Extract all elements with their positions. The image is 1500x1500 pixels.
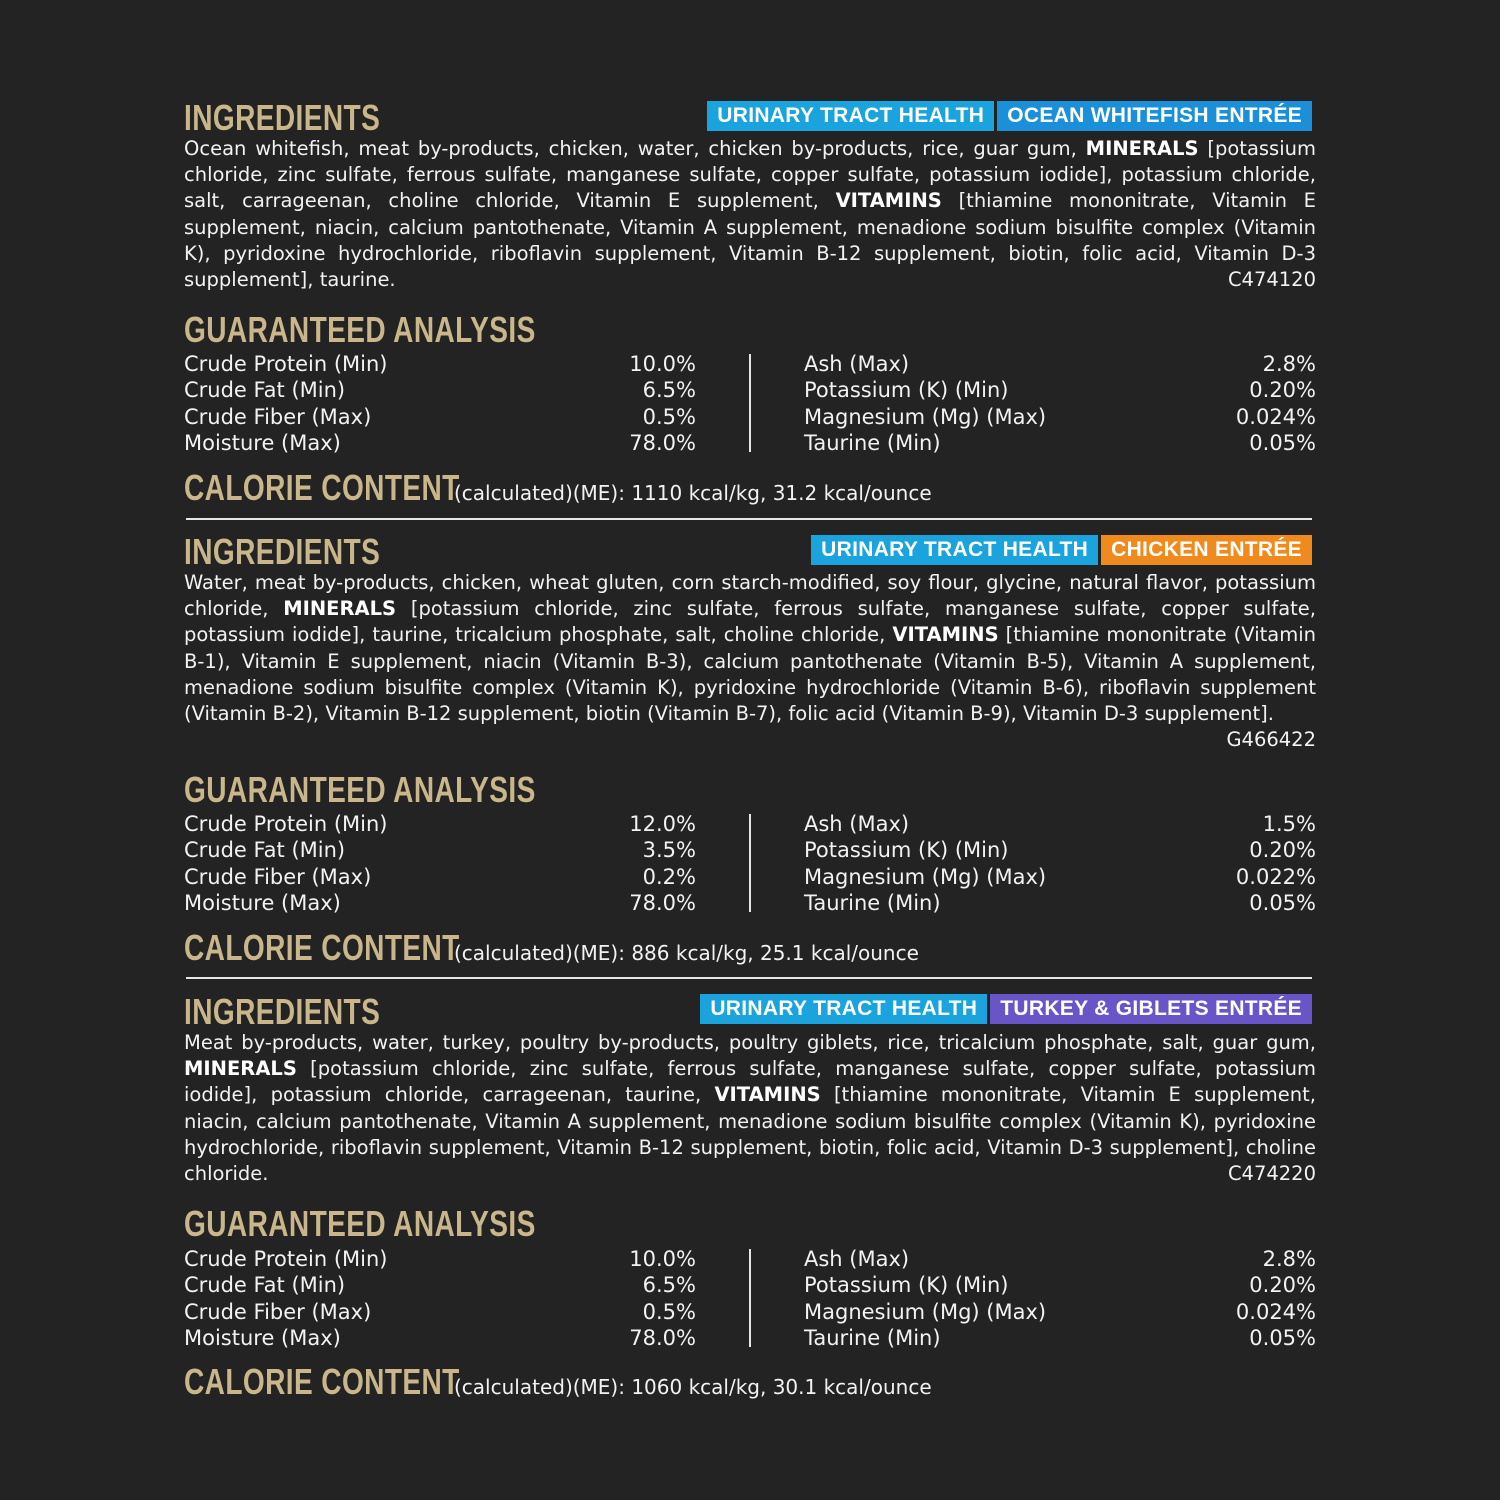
ingredients-text: Meat by-products, water, turkey, poultry by-products, poultry giblets, rice, tricalcium phosphate, salt, guar gum, xyxy=(184,1031,1316,1054)
analysis-row xyxy=(804,837,1316,863)
analysis-column-left xyxy=(184,1246,696,1351)
analysis-label: Ash (Max) xyxy=(804,352,910,376)
ingredients-heading: INGREDIENTS xyxy=(184,991,381,1032)
analysis-value: 1.5% xyxy=(1262,812,1316,836)
guaranteed-analysis-heading: GUARANTEED ANALYSIS xyxy=(184,309,536,350)
analysis-label: Crude Fat (Min) xyxy=(184,1273,346,1298)
analysis-row xyxy=(804,890,1316,916)
lot-code: C474120 xyxy=(1227,268,1316,292)
calorie-content xyxy=(184,468,932,508)
analysis-row xyxy=(184,811,696,837)
calorie-content-value: (calculated)(ME): 1060 kcal/kg, 30.1 kcal/ounce xyxy=(454,1375,932,1399)
ingredients-vitamins-label: VITAMINS xyxy=(892,623,999,647)
analysis-label: Taurine (Min) xyxy=(804,890,941,915)
badge-turkey-giblets-entree: TURKEY & GIBLETS ENTRÉE xyxy=(990,994,1312,1024)
analysis-value: 0.20% xyxy=(1249,838,1316,863)
analysis-label: Moisture (Max) xyxy=(184,1325,341,1350)
analysis-column-left xyxy=(184,351,696,456)
ingredients-text: [potassium chloride, zinc sulfate, ferrous sulfate, manganese sulfate, copper sulfate, potassium iodide], taurine, tricalcium phosphate, salt, choline chloride, xyxy=(184,597,1316,647)
lot-code: G466422 xyxy=(1226,728,1316,752)
analysis-label: Crude Fat (Min) xyxy=(184,838,346,863)
analysis-label: Crude Fiber (Max) xyxy=(184,1299,372,1324)
analysis-value: 6.5% xyxy=(642,378,696,403)
lot-code: C474220 xyxy=(1227,1162,1316,1186)
analysis-value: 2.8% xyxy=(1262,1247,1316,1271)
analysis-label: Ash (Max) xyxy=(804,1247,910,1271)
analysis-value: 0.2% xyxy=(642,864,696,889)
guaranteed-analysis-table xyxy=(184,811,1316,917)
ingredients-list xyxy=(184,136,1316,293)
analysis-row xyxy=(804,1325,1316,1351)
analysis-row xyxy=(804,351,1316,377)
analysis-value: 0.024% xyxy=(1235,1299,1316,1324)
analysis-label: Magnesium (Mg) (Max) xyxy=(804,1299,1047,1324)
ingredients-list xyxy=(184,1030,1316,1187)
analysis-label: Moisture (Max) xyxy=(184,890,341,915)
analysis-column-right xyxy=(804,1246,1316,1351)
analysis-row xyxy=(184,1325,696,1351)
ingredients-minerals-label: MINERALS xyxy=(184,1057,297,1081)
analysis-row xyxy=(184,377,696,403)
analysis-label: Moisture (Max) xyxy=(184,430,341,455)
analysis-value: 2.8% xyxy=(1262,352,1316,376)
analysis-label: Potassium (K) (Min) xyxy=(804,1273,1009,1298)
analysis-value: 12.0% xyxy=(629,812,696,836)
analysis-row xyxy=(184,890,696,916)
analysis-row xyxy=(804,404,1316,430)
ingredients-heading: INGREDIENTS xyxy=(184,531,381,572)
analysis-row xyxy=(804,1272,1316,1298)
analysis-row xyxy=(184,351,696,377)
badge-urinary-tract-health: URINARY TRACT HEALTH xyxy=(707,101,994,131)
analysis-row xyxy=(184,404,696,430)
analysis-value: 6.5% xyxy=(642,1273,696,1298)
analysis-label: Crude Fat (Min) xyxy=(184,378,346,403)
ingredients-heading: INGREDIENTS xyxy=(184,97,381,138)
analysis-row xyxy=(184,1299,696,1325)
analysis-label: Magnesium (Mg) (Max) xyxy=(804,404,1047,429)
analysis-row xyxy=(184,837,696,863)
analysis-label: Ash (Max) xyxy=(804,812,910,836)
analysis-label: Crude Fiber (Max) xyxy=(184,404,372,429)
analysis-value: 0.05% xyxy=(1249,890,1316,915)
analysis-label: Crude Protein (Min) xyxy=(184,1247,388,1271)
analysis-value: 10.0% xyxy=(629,1247,696,1271)
analysis-label: Crude Fiber (Max) xyxy=(184,864,372,889)
ingredients-vitamins-label: VITAMINS xyxy=(835,189,942,213)
product-badges xyxy=(707,101,1312,131)
analysis-value: 0.5% xyxy=(642,1299,696,1324)
analysis-row xyxy=(804,430,1316,456)
product-badges xyxy=(700,994,1312,1024)
analysis-row xyxy=(804,1299,1316,1325)
section-divider xyxy=(186,518,1312,520)
calorie-content-heading: CALORIE CONTENT xyxy=(184,927,460,968)
calorie-content-heading: CALORIE CONTENT xyxy=(184,1361,460,1402)
analysis-value: 0.024% xyxy=(1235,404,1316,429)
badge-urinary-tract-health: URINARY TRACT HEALTH xyxy=(811,535,1098,565)
analysis-column-left xyxy=(184,811,696,916)
analysis-column-divider xyxy=(749,354,751,452)
analysis-column-divider xyxy=(749,1249,751,1347)
analysis-label: Crude Protein (Min) xyxy=(184,812,388,836)
guaranteed-analysis-heading: GUARANTEED ANALYSIS xyxy=(184,769,536,810)
analysis-row xyxy=(804,811,1316,837)
analysis-value: 0.5% xyxy=(642,404,696,429)
analysis-label: Potassium (K) (Min) xyxy=(804,838,1009,863)
calorie-content-value: (calculated)(ME): 1110 kcal/kg, 31.2 kcal/ounce xyxy=(454,481,932,505)
analysis-column-divider xyxy=(749,814,751,912)
analysis-row xyxy=(184,430,696,456)
ingredients-list xyxy=(184,570,1316,753)
analysis-value: 78.0% xyxy=(629,890,696,915)
analysis-label: Taurine (Min) xyxy=(804,430,941,455)
analysis-value: 78.0% xyxy=(629,1325,696,1350)
analysis-label: Taurine (Min) xyxy=(804,1325,941,1350)
analysis-value: 3.5% xyxy=(642,838,696,863)
analysis-column-right xyxy=(804,811,1316,916)
ingredients-text: [thiamine mononitrate, Vitamin E supplement, niacin, calcium pantothenate, Vitamin A supplement, menadione sodium bisulfite complex (Vitamin K), pyridoxine hydrochloride, riboflavin supplement, Vitamin B-12 supplement, biotin, folic acid, Vitamin D-3 supplement], choline chloride. xyxy=(184,1083,1316,1186)
analysis-value: 0.022% xyxy=(1235,864,1316,889)
analysis-label: Potassium (K) (Min) xyxy=(804,378,1009,403)
analysis-value: 0.20% xyxy=(1249,1273,1316,1298)
ingredients-text: [thiamine mononitrate (Vitamin B-1), Vitamin E supplement, niacin (Vitamin B-3), calcium pantothenate (Vitamin B-5), Vitamin A supplement, menadione sodium bisulfite complex (Vitamin K), pyridoxine hydrochloride (Vitamin B-6), riboflavin supplement (Vitamin B-2), Vitamin B-12 supplement, biotin (Vitamin B-7), folic acid (Vitamin B-9), Vitamin D-3 supplement]. xyxy=(184,623,1316,726)
analysis-row xyxy=(804,377,1316,403)
ingredients-text: [thiamine mononitrate, Vitamin E supplement, niacin, calcium pantothenate, Vitamin A supplement, menadione sodium bisulfite complex (Vitamin K), pyridoxine hydrochloride, riboflavin supplement, Vitamin B-12 supplement, biotin, folic acid, Vitamin D-3 supplement], taurine. xyxy=(184,189,1316,292)
analysis-label: Magnesium (Mg) (Max) xyxy=(804,864,1047,889)
ingredients-text: [potassium chloride, zinc sulfate, ferrous sulfate, manganese sulfate, copper sulfate, potassium iodide], potassium chloride, carrageenan, taurine, xyxy=(184,1057,1316,1107)
guaranteed-analysis-heading: GUARANTEED ANALYSIS xyxy=(184,1203,536,1244)
analysis-column-right xyxy=(804,351,1316,456)
calorie-content xyxy=(184,1362,932,1402)
analysis-row xyxy=(184,1272,696,1298)
guaranteed-analysis-table xyxy=(184,1246,1316,1352)
calorie-content-value: (calculated)(ME): 886 kcal/kg, 25.1 kcal/ounce xyxy=(454,941,919,965)
badge-ocean-whitefish-entree: OCEAN WHITEFISH ENTRÉE xyxy=(997,101,1312,131)
analysis-value: 0.05% xyxy=(1249,430,1316,455)
analysis-value: 10.0% xyxy=(629,352,696,376)
analysis-row xyxy=(184,864,696,890)
analysis-label: Crude Protein (Min) xyxy=(184,352,388,376)
section-divider xyxy=(186,977,1312,979)
product-badges xyxy=(811,535,1312,565)
analysis-value: 0.20% xyxy=(1249,378,1316,403)
calorie-content-heading: CALORIE CONTENT xyxy=(184,467,460,508)
analysis-row xyxy=(184,1246,696,1272)
calorie-content xyxy=(184,928,919,968)
analysis-value: 78.0% xyxy=(629,430,696,455)
ingredients-minerals-label: MINERALS xyxy=(1085,137,1199,160)
ingredients-vitamins-label: VITAMINS xyxy=(714,1083,821,1107)
ingredients-text: Ocean whitefish, meat by-products, chicken, water, chicken by-products, rice, guar gum, xyxy=(184,137,1086,160)
badge-chicken-entree: CHICKEN ENTRÉE xyxy=(1101,535,1312,565)
analysis-row xyxy=(804,864,1316,890)
guaranteed-analysis-table xyxy=(184,351,1316,457)
analysis-value: 0.05% xyxy=(1249,1325,1316,1350)
analysis-row xyxy=(804,1246,1316,1272)
badge-urinary-tract-health: URINARY TRACT HEALTH xyxy=(700,994,987,1024)
ingredients-text: Water, meat by-products, chicken, wheat gluten, corn starch-modified, soy flour, glycine, natural flavor, potassium chloride, xyxy=(184,571,1316,621)
ingredients-minerals-label: MINERALS xyxy=(283,597,397,621)
ingredients-text: [potassium chloride, zinc sulfate, ferrous sulfate, manganese sulfate, copper sulfate, potassium iodide], potassium chloride, salt, carrageenan, choline chloride, Vitamin E supplement, xyxy=(184,137,1316,213)
